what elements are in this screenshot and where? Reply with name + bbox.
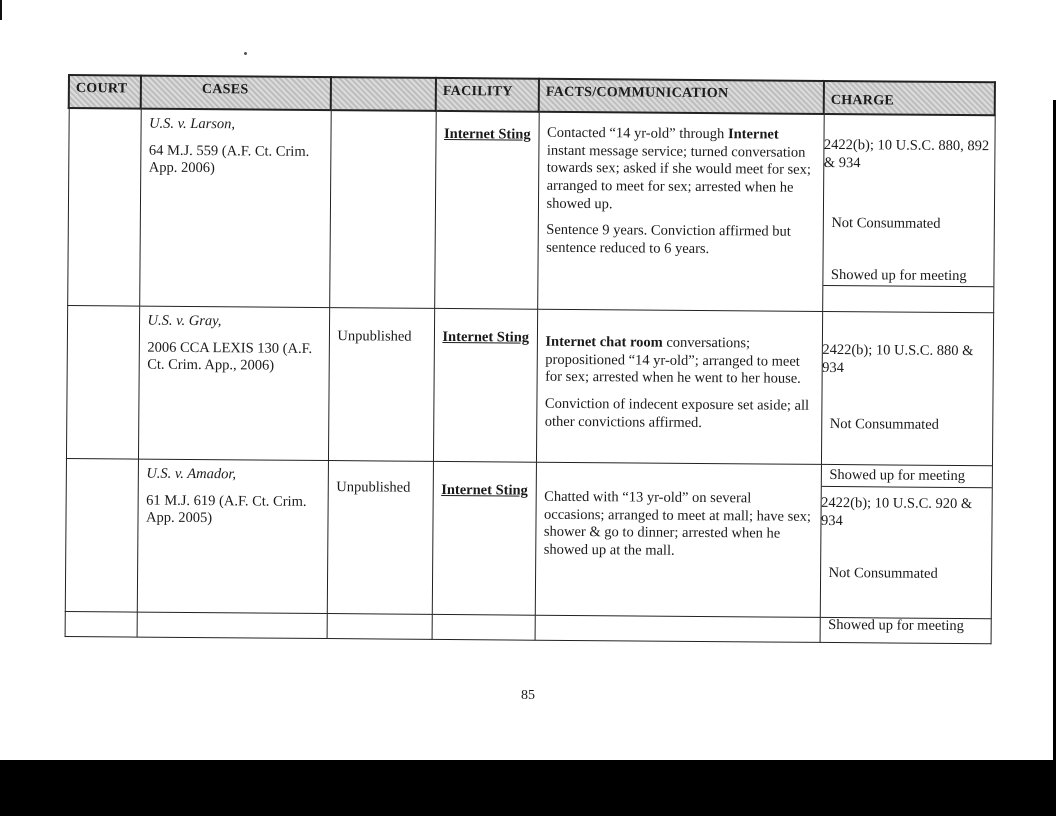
empty-cell — [432, 614, 535, 640]
case-name: U.S. v. Amador, — [146, 465, 237, 483]
charge-note: Showed up for meeting — [830, 266, 967, 285]
facility-cell — [433, 308, 537, 462]
table-row — [65, 458, 992, 618]
header-blank — [331, 77, 436, 111]
facts-cell — [536, 309, 822, 464]
scan-edge-mark — [0, 0, 2, 20]
charge-code: 2422(b); 10 U.S.C. 880 & 934 — [822, 341, 974, 376]
facility-label: Internet Sting — [441, 481, 528, 499]
charge-note: Showed up for meeting — [828, 616, 964, 635]
charge-code: 2422(b); 10 U.S.C. 880, 892 & 934 — [823, 136, 990, 171]
case-citation: 61 M.J. 619 (A.F. Ct. Crim. App. 2005) — [145, 492, 307, 527]
charge-cell — [822, 114, 995, 313]
header-charge: CHARGE — [824, 81, 995, 115]
header-cases: CASES — [141, 76, 331, 110]
facts-cell — [535, 462, 821, 617]
empty-cell — [535, 615, 820, 642]
table-row — [66, 306, 993, 466]
charge-status: Not Consummated — [831, 215, 941, 232]
cases-table — [64, 74, 996, 644]
facts-outcome: Conviction of indecent exposure set aside; all other convictions affirmed. — [544, 395, 810, 431]
facility-label: Internet Sting — [443, 125, 531, 143]
scan-bottom-band — [0, 760, 1056, 816]
publication-cell — [329, 110, 436, 308]
case-cell — [139, 109, 331, 308]
charge-status: Not Consummated — [829, 415, 939, 433]
facility-cell — [432, 461, 536, 615]
table-row — [67, 108, 995, 313]
case-citation: 64 M.J. 559 (A.F. Ct. Crim. App. 2006) — [148, 142, 310, 177]
empty-cell — [65, 611, 137, 637]
court-cell — [65, 458, 138, 612]
publication-cell: Unpublished — [327, 461, 433, 615]
facts-outcome: Sentence 9 years. Conviction affirmed but sentence reduced to 6 years. — [546, 222, 791, 258]
empty-cell — [327, 614, 432, 640]
case-name: U.S. v. Larson, — [149, 115, 236, 133]
scan-speck — [244, 52, 247, 55]
page-number: 85 — [521, 688, 535, 703]
case-cell — [137, 459, 328, 613]
charge-cell — [820, 464, 992, 635]
facts-paragraph: Internet chat room conversations; propositioned “14 yr-old”; arranged to meet for sex; arrested when he went to her house. — [545, 333, 801, 388]
facts-paragraph: Chatted with “13 yr-old” on several occasions; arranged to meet at mall; have sex; shower & go to dinner; arrested when he showed up at the mall. — [543, 488, 812, 559]
header-court: COURT — [69, 75, 141, 109]
facility-cell — [434, 111, 539, 309]
publication-cell: Unpublished — [328, 308, 434, 462]
charge-status: Not Consummated — [828, 564, 938, 582]
case-cell — [138, 306, 329, 460]
court-cell — [66, 306, 139, 460]
case-name: U.S. v. Gray, — [147, 312, 222, 330]
empty-cell — [137, 612, 327, 638]
charge-code: 2422(b); 10 U.S.C. 920 & 934 — [820, 494, 973, 529]
court-cell — [67, 108, 141, 306]
facility-label: Internet Sting — [442, 328, 530, 346]
header-facts: FACTS/COMMUNICATION — [539, 79, 824, 114]
facts-cell — [537, 112, 824, 312]
case-citation: 2006 CCA LEXIS 130 (A.F. Ct. Crim. App., 2006) — [147, 339, 313, 375]
charge-note: Showed up for meeting — [829, 466, 966, 485]
charge-cell — [821, 311, 993, 485]
header-facility: FACILITY — [436, 78, 539, 112]
facts-paragraph: Contacted “14 yr-old” through Internet instant message service; turned conversation towards sex; asked if she would meet for sex; arranged to meet for sex; arrested when he showed up. — [546, 124, 812, 213]
